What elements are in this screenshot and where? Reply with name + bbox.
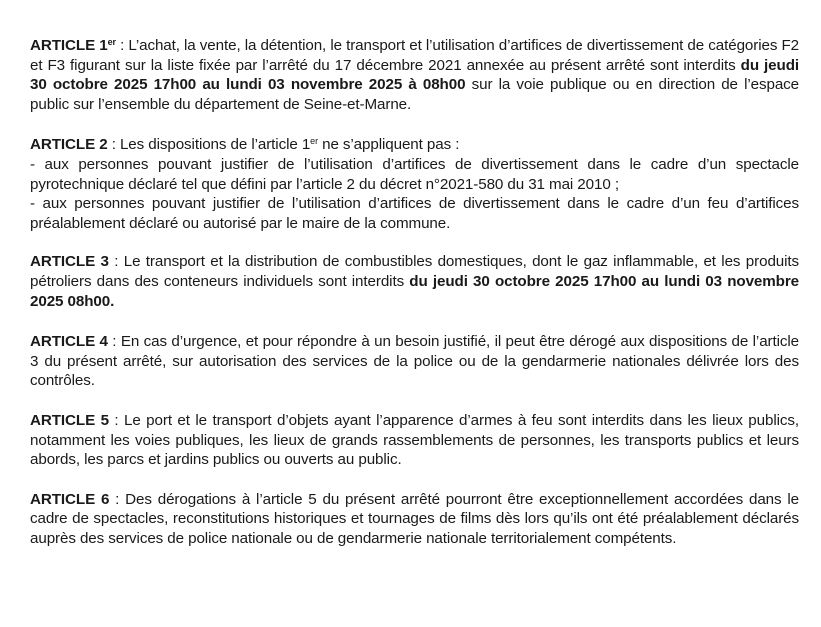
article-6-label: ARTICLE 6 xyxy=(30,490,110,508)
article-2 xyxy=(30,135,799,233)
article-4 xyxy=(30,332,799,391)
article-3-dates: du jeudi 30 octobre 2025 17h00 au lundi 03 novembre 2025 08h00. xyxy=(30,272,799,310)
article-1-text: L’achat, la vente, la détention, le transport et l’utilisation d’artifices de divertissement de catégories F2 et F3 figurant sur la liste fixée par l’arrêté du 17 décembre 2021 annexée au présent arrêté sont interdits xyxy=(30,37,800,74)
article-3-text: Le transport et la distribution de combustibles domestiques, dont le gaz inflammable, et les produits pétroliers dans des conteneurs individuels sont interdits xyxy=(30,253,800,290)
article-5 xyxy=(30,411,799,470)
article-3-paragraph: ARTICLE 3 : Le transport et la distribution de combustibles domestiques, dont le gaz inflammable, et les produits pétroliers dans des conteneurs individuels sont interdits du jeudi 30 octobre 2025 17h00 au lundi 03 novembre 2025 08h00. xyxy=(30,253,800,310)
article-4-text: En cas d’urgence, et pour répondre à un besoin justifié, il peut être dérogé aux dispositions de l’article 3 du présent arrêté, sur autorisation des services de la police ou de la gendarmerie nationales délivrée lors des contrôles. xyxy=(30,333,800,390)
article-6-paragraph: ARTICLE 6 : Des dérogations à l’article 5 du présent arrêté pourront être exceptionnellement accordées dans le cadre de spectacles, reconstitutions historiques et tournages de films dès lors qu’ils ont été préalablement déclarés auprès des services de police nationale ou de gendarmerie nationale territorialement compétents. xyxy=(30,490,799,547)
article-1-dates: du jeudi 30 octobre 2025 17h00 au lundi 03 novembre 2025 à 08h00 xyxy=(30,56,799,94)
article-1-text-end: sur la voie publique ou en direction de l’espace public sur l’ensemble du département de Seine-et-Marne. xyxy=(30,76,800,113)
article-1-paragraph: ARTICLE 1er : L’achat, la vente, la détention, le transport et l’utilisation d’artifices de divertissement de catégories F2 et F3 figurant sur la liste fixée par l’arrêté du 17 décembre 2021 annexée au présent arrêté sont interdits du jeudi 30 octobre 2025 17h00 au lundi 03 novembre 2025 à 08h00 sur la voie publique ou en direction de l’espace public sur l’ensemble du département de Seine-et-Marne. xyxy=(30,37,800,113)
article-2-item-2: - aux personnes pouvant justifier de l’utilisation d’artifices de divertissement dans le cadre d’un feu d’artifices préalablement déclaré ou autorisé par le maire de la commune. xyxy=(30,195,799,232)
article-4-paragraph: ARTICLE 4 : En cas d’urgence, et pour répondre à un besoin justifié, il peut être dérogé aux dispositions de l’article 3 du présent arrêté, sur autorisation des services de la police ou de la gendarmerie nationales délivrée lors des contrôles. xyxy=(30,333,800,390)
article-5-paragraph: ARTICLE 5 : Le port et le transport d’objets ayant l’apparence d’armes à feu sont interdits dans les lieux publics, notamment les voies publiques, les lieux de grands rassemblements de personnes, les transports publics et leurs abords, les parcs et jardins publics ou ouverts au public. xyxy=(30,411,800,469)
article-1-label: ARTICLE 1er xyxy=(30,37,116,54)
article-1 xyxy=(30,36,799,114)
article-4-label: ARTICLE 4 xyxy=(30,333,108,351)
article-3 xyxy=(30,252,799,311)
article-2-item-1: - aux personnes pouvant justifier de l’utilisation d’artifices de divertissement dans le cadre d’un spectacle pyrotechnique déclaré tel que défini par l’article 2 du décret n°2021-580 du 31 mai 2010 ; xyxy=(30,155,799,193)
article-3-label: ARTICLE 3 xyxy=(30,253,109,271)
article-2-intro: ARTICLE 2 : Les dispositions de l’article 1er ne s’appliquent pas : xyxy=(30,136,460,154)
article-5-label: ARTICLE 5 xyxy=(30,411,109,429)
article-6-text: Des dérogations à l’article 5 du présent arrêté pourront être exceptionnellement accordées dans le cadre de spectacles, reconstitutions historiques et tournages de films dès lors qu’ils ont été préalablement déclarés auprès des services de police nationale ou de gendarmerie nationale territorialement compétents. xyxy=(30,490,799,547)
article-6 xyxy=(30,490,799,549)
article-5-text: Le port et le transport d’objets ayant l’apparence d’armes à feu sont interdits dans les lieux publics, notamment les voies publiques, les lieux de grands rassemblements de personnes, les transports publics et leurs abords, les parcs et jardins publics ou ouverts au public. xyxy=(30,411,800,469)
article-2-label: ARTICLE 2 xyxy=(30,136,108,154)
